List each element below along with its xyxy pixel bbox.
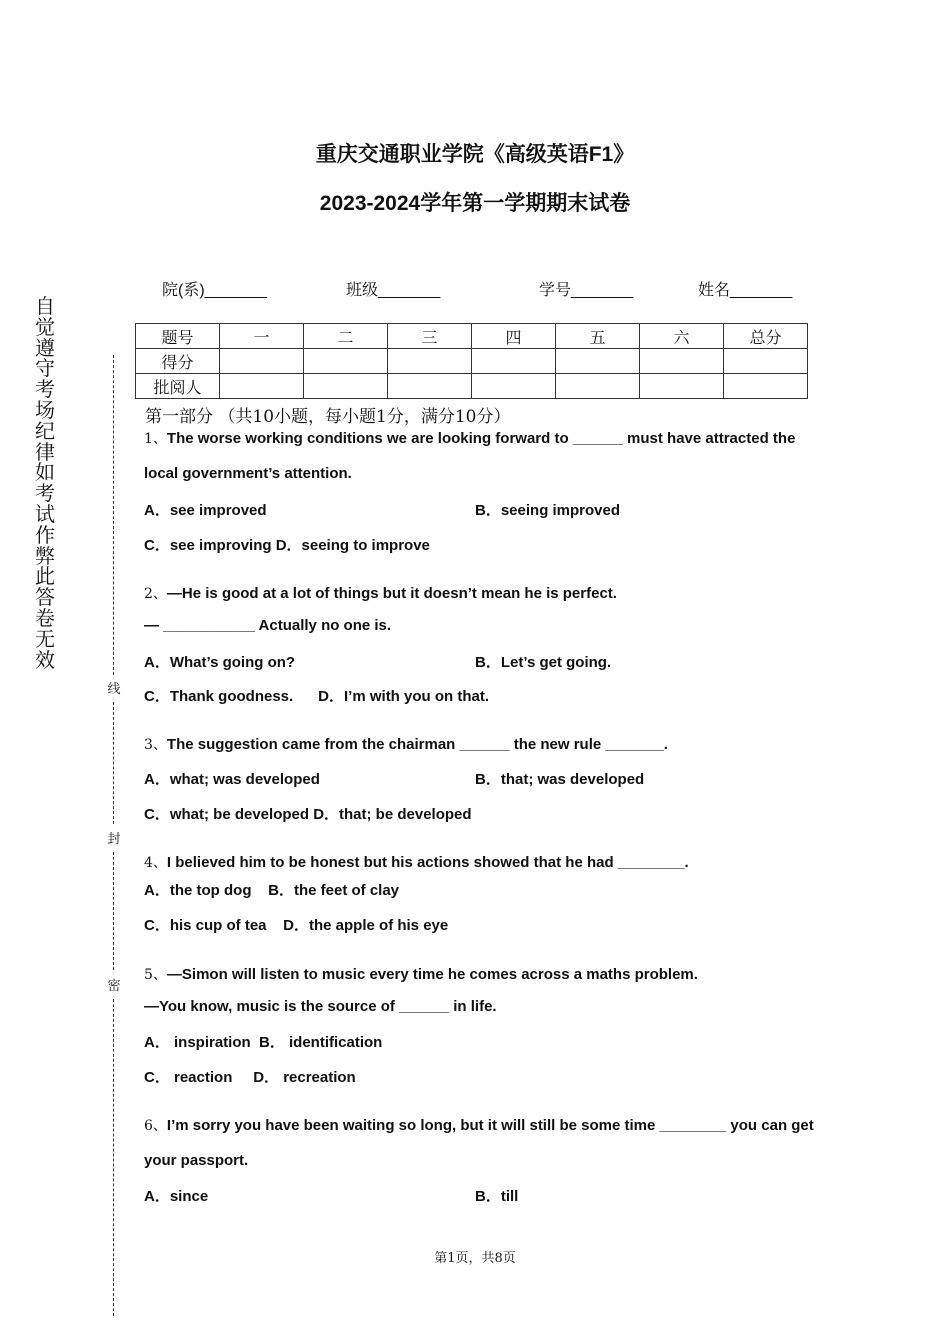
question-number: 5、 [144, 967, 167, 983]
table-cell: 总分 [724, 324, 808, 349]
option-c-d: C． reaction D． recreation [144, 1069, 356, 1086]
question-number: 6、 [144, 1118, 167, 1134]
table-cell: 一 [220, 324, 304, 349]
dept-field: 院(系)_______ [162, 282, 267, 299]
section-heading: 第一部分 （共10小题，每小题1分，满分10分） [145, 407, 511, 427]
table-cell [640, 374, 724, 399]
question-text: The worse working conditions we are looking forward to ______ must have attracted the [166, 430, 796, 447]
question-4 [144, 852, 689, 872]
question-number: 2、 [144, 586, 167, 602]
table-cell: 五 [556, 324, 640, 349]
table-cell [472, 349, 556, 374]
exam-title-line2: 2023-2024学年第一学期期末试卷 [319, 192, 631, 215]
question-text: your passport. [144, 1152, 249, 1169]
option-b: B．seeing improved [475, 502, 621, 519]
exam-title-line1: 重庆交通职业学院《高级英语F1》 [315, 143, 635, 166]
name-field: 姓名_______ [698, 282, 793, 299]
option-c-d: C．what; be developed D．that; be developed [144, 806, 472, 823]
seal-mark-seal: 封 [107, 832, 121, 847]
table-cell [388, 374, 472, 399]
question-text: —He is good at a lot of things but it doesn’t mean he is perfect. [166, 585, 617, 602]
question-text: I believed him to be honest but his actions showed that he had ________. [166, 854, 689, 871]
table-cell [556, 349, 640, 374]
class-field: 班级_______ [346, 282, 441, 299]
question-text: — ___________ Actually no one is. [144, 617, 392, 634]
table-cell [724, 349, 808, 374]
option-c-d: C．Thank goodness. D．I’m with you on that. [144, 688, 490, 705]
table-cell [220, 374, 304, 399]
option-a: A．see improved [144, 502, 267, 519]
table-cell [556, 374, 640, 399]
question-number: 4、 [144, 855, 167, 871]
table-cell: 四 [472, 324, 556, 349]
question-text: The suggestion came from the chairman ______ the new rule _______. [166, 736, 668, 753]
question-text: —You know, music is the source of ______ in life. [144, 998, 497, 1015]
option-c-d: C．his cup of tea D．the apple of his eye [144, 917, 449, 934]
question-1 [144, 428, 795, 448]
table-cell [304, 374, 388, 399]
seal-mark-secret: 密 [107, 979, 121, 994]
question-5 [144, 964, 698, 984]
seal-line-segment [113, 355, 114, 675]
option-a: A．What’s going on? [144, 654, 296, 671]
score-table-header-row [136, 324, 808, 349]
exam-discipline-notice: 自觉遵守考场纪律如考试作弊此答卷无效 [35, 294, 55, 672]
seal-line-segment [113, 999, 114, 1316]
table-cell: 批阅人 [136, 374, 220, 399]
option-c-d: C．see improving D．seeing to improve [144, 537, 430, 554]
option-b: B．that; was developed [475, 771, 645, 788]
question-3 [144, 734, 668, 754]
page-number: 第1页，共8页 [434, 1251, 516, 1266]
question-text: —Simon will listen to music every time he comes across a maths problem. [166, 966, 698, 983]
question-2 [144, 583, 617, 603]
table-cell: 三 [388, 324, 472, 349]
question-text: I’m sorry you have been waiting so long, but it will still be some time ________ you can get [166, 1117, 814, 1134]
table-cell [304, 349, 388, 374]
question-number: 1、 [144, 431, 167, 447]
student-id-field: 学号_______ [539, 282, 634, 299]
table-cell [388, 349, 472, 374]
score-table [135, 323, 808, 399]
table-cell [724, 374, 808, 399]
seal-line-segment [113, 702, 114, 824]
option-a: A．since [144, 1188, 209, 1205]
table-cell: 二 [304, 324, 388, 349]
table-cell [472, 374, 556, 399]
option-a-b: A． inspiration B． identification [144, 1034, 383, 1051]
question-text: local government’s attention. [144, 465, 352, 482]
table-cell [640, 349, 724, 374]
table-cell: 题号 [136, 324, 220, 349]
option-b: B．Let’s get going. [475, 654, 612, 671]
score-table-row [136, 349, 808, 374]
table-cell [220, 349, 304, 374]
seal-line-segment [113, 852, 114, 970]
option-a-b: A．the top dog B．the feet of clay [144, 882, 400, 899]
option-a: A．what; was developed [144, 771, 320, 788]
option-b: B．till [475, 1188, 519, 1205]
question-6 [144, 1115, 814, 1135]
table-cell: 得分 [136, 349, 220, 374]
score-table-row [136, 374, 808, 399]
seal-mark-line: 线 [107, 682, 121, 697]
question-number: 3、 [144, 737, 167, 753]
table-cell: 六 [640, 324, 724, 349]
